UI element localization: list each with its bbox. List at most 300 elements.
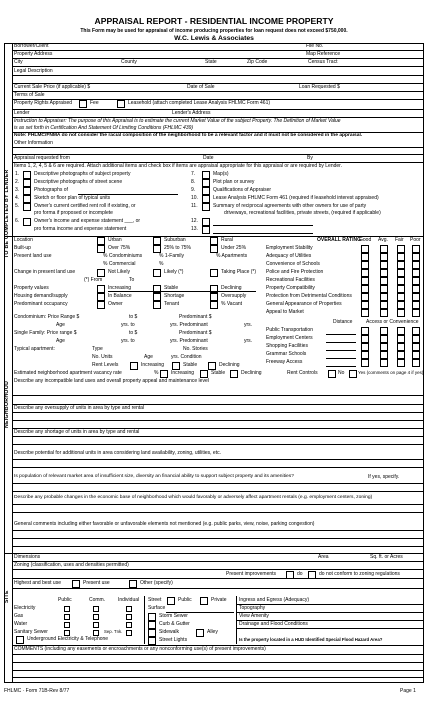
distance-item-label: Grammar Schools (266, 351, 307, 357)
neighborhood-option-label: % Commercial (103, 261, 136, 267)
sf-yrs-label: yrs. (244, 338, 253, 344)
side-label-neighborhood: NEIGHBORHOOD (4, 380, 10, 428)
rent-declining-checkbox[interactable] (208, 362, 216, 370)
legal-description-label: Legal Description (14, 68, 53, 74)
neighborhood-option-label: Declining (221, 285, 242, 291)
item-7-checkbox[interactable] (202, 171, 210, 179)
item-9-checkbox[interactable] (202, 187, 210, 195)
item-3-label: Photographs of (34, 187, 68, 193)
item-8-label: Plot plan or survey (213, 179, 255, 185)
rating-checkbox[interactable] (380, 293, 388, 301)
access-checkbox[interactable] (380, 335, 388, 343)
apartment-type-label: Type (92, 346, 103, 352)
site-condition-label: Topography (239, 605, 266, 611)
map-reference-label: Map Reference (306, 51, 341, 57)
col-individual: Individual (118, 597, 140, 603)
rating-checkbox[interactable] (397, 253, 405, 261)
item-9-label: Qualifications of Appraiser (213, 187, 272, 193)
rating-checkbox[interactable] (380, 245, 388, 253)
rating-checkbox[interactable] (397, 245, 405, 253)
rating-col-header: Good (359, 237, 372, 243)
distance-line (326, 366, 356, 367)
from-to-line (108, 291, 256, 292)
utility-checkbox[interactable] (64, 622, 70, 628)
street-label: Street (148, 597, 162, 603)
neighborhood-option-label: Under 25% (221, 245, 247, 251)
item-number: 1. (15, 171, 20, 177)
instruction-line-2: is as set forth in Certification And Statement Of Limiting Conditions (FHLMC 439) (14, 125, 194, 131)
item-number: 9. (191, 187, 196, 193)
file-no-label: File No. (306, 43, 324, 49)
other-use-checkbox[interactable] (129, 580, 137, 588)
rating-checkbox[interactable] (397, 293, 405, 301)
storm-sewer-label: Storm Sewer (159, 613, 188, 619)
sf-predominant-label: Predominant $ (179, 330, 212, 336)
neighborhood-option-label: Owner (108, 301, 123, 307)
no-stories-label: No. Stories (183, 346, 208, 352)
access-checkbox[interactable] (361, 343, 369, 351)
access-checkbox[interactable] (397, 327, 405, 335)
utility-checkbox[interactable] (93, 622, 99, 628)
neighborhood-option-checkbox[interactable] (153, 301, 161, 309)
items-required-note: Items 1, 2, 4, 5 & 6 are required. Attach additional items and check box if items are appraisal appropriate for this appraisal or are required by Lender. (14, 163, 342, 169)
neighborhood-option-label: Taking Place (*) (221, 269, 257, 275)
neighborhood-option-checkbox[interactable] (210, 301, 218, 309)
item-3-checkbox[interactable] (23, 187, 31, 195)
item-number: 8. (191, 179, 196, 185)
access-checkbox[interactable] (361, 327, 369, 335)
item-11-sub-label: driveways, recreational facilities, private streets, (required if applicable) (224, 210, 381, 216)
neighborhood-option-checkbox[interactable] (97, 301, 105, 309)
fee-label: Fee (90, 100, 99, 106)
city-label: City (14, 59, 23, 65)
site-condition-label: Drainage and Flood Conditions (239, 621, 308, 627)
rating-checkbox[interactable] (412, 293, 420, 301)
street-public-checkbox[interactable] (167, 597, 175, 605)
rent-levels-label: Rent Levels (92, 362, 119, 368)
item-6-checkbox[interactable] (23, 218, 31, 226)
neighborhood-option-checkbox[interactable] (210, 269, 218, 277)
rating-checkbox[interactable] (361, 253, 369, 261)
neighborhood-option-label: Rural (221, 237, 233, 243)
present-use-checkbox[interactable] (72, 580, 80, 588)
item-10-checkbox[interactable] (202, 195, 210, 203)
sidewalk-label: Sidewalk (159, 629, 180, 635)
access-checkbox[interactable] (412, 343, 420, 351)
access-col-header: Access or Convenience (366, 319, 419, 325)
storm-sewer-checkbox[interactable] (148, 613, 156, 621)
potential-units-question: Describe potential for additional units in area considering land availability, zoning, utilities, etc. (14, 450, 221, 456)
condo-age-label: Age (56, 322, 65, 328)
item-number: 3. (15, 187, 20, 193)
rent-stable-checkbox[interactable] (172, 362, 180, 370)
utility-label: Gas (14, 613, 24, 619)
county-label: County (121, 59, 137, 65)
neighborhood-row-label: Change in present land use (14, 269, 76, 275)
access-checkbox[interactable] (397, 343, 405, 351)
land-use-change-from-to: (*) From (84, 277, 103, 283)
item-number: 5. (15, 203, 20, 209)
utility-checkbox[interactable] (126, 606, 132, 612)
item-12-checkbox[interactable] (202, 218, 210, 226)
census-tract-label: Census Tract (308, 59, 338, 65)
hud-flood-question: Is the property located in a HUD Identified Special Flood Hazard Area? (239, 637, 383, 642)
economic-changes-question: Describe any probable changes in the economic base of neighborhood which would favorably or adversely affect apartment rentals (e.g. employment centers, zoning) (14, 495, 373, 500)
utility-checkbox[interactable] (126, 622, 132, 628)
neighborhood-option-label: Shortage (164, 293, 185, 299)
vacancy-increasing-checkbox[interactable] (160, 370, 168, 378)
vacancy-stable-checkbox[interactable] (200, 370, 208, 378)
access-checkbox[interactable] (412, 335, 420, 343)
rating-checkbox[interactable] (361, 301, 369, 309)
item-2-checkbox[interactable] (23, 179, 31, 187)
item-number: 12. (191, 218, 198, 224)
site-condition-label: View Amenity (239, 613, 269, 619)
item-8-checkbox[interactable] (202, 179, 210, 187)
rating-checkbox[interactable] (361, 285, 369, 293)
rating-checkbox[interactable] (412, 277, 420, 285)
overall-rating-title: OVERALL RATING (317, 237, 361, 243)
neighborhood-option-label: Over 75% (108, 245, 131, 251)
land-use-change-from-to: To (129, 277, 135, 283)
condo-age-to-label: yrs. to (121, 322, 135, 328)
neighborhood-row-label: Built-up (14, 245, 31, 251)
company-name: W.C. Lewis & Associates (174, 35, 254, 42)
side-column-divider (12, 43, 13, 683)
neighborhood-option-checkbox[interactable] (210, 237, 218, 245)
alley-label: Alley (207, 629, 218, 635)
item-number: 11. (191, 203, 198, 209)
neighborhood-option-label: Not Likely (108, 269, 130, 275)
street-private-checkbox[interactable] (200, 597, 208, 605)
dimensions-label: Dimensions (14, 554, 41, 560)
present-use-label: Present use (83, 580, 110, 586)
rent-controls-yes-checkbox[interactable] (349, 370, 357, 378)
sale-price-label: Current Sale Price (if applicable) $ (14, 84, 91, 90)
utility-checkbox[interactable] (93, 614, 99, 620)
general-comments-question: General comments including either favorable or unfavorable elements not mentioned (e.g. public parks, view, noise, parking congestion) (14, 521, 315, 527)
sidewalk-checkbox[interactable] (148, 629, 156, 637)
rating-checkbox[interactable] (397, 309, 405, 317)
neighborhood-option-label: Suburban (164, 237, 186, 243)
rating-checkbox[interactable] (412, 309, 420, 317)
alley-checkbox[interactable] (196, 629, 204, 637)
item-10-label: Lease Analysis FHLMC Form 461 (required if leasehold interest appraised) (213, 195, 379, 201)
neighborhood-option-label: % (159, 261, 164, 267)
item-number: 6. (15, 218, 20, 224)
item-11-checkbox[interactable] (202, 203, 210, 211)
rating-checkbox[interactable] (412, 261, 420, 269)
rating-checkbox[interactable] (397, 261, 405, 269)
site-condition-label: Ingress and Egress (Adequacy) (239, 597, 310, 603)
apartment-age-label: Age (144, 354, 153, 360)
side-label-lender: TO BE COMPLETED BY LENDER (4, 169, 10, 258)
access-checkbox[interactable] (412, 359, 420, 367)
item-number: 4. (15, 195, 20, 201)
loan-requested-label: Loan Requested $ (299, 84, 340, 90)
page-number: Page 1 (400, 688, 416, 694)
rating-col-header: Poor (410, 237, 421, 243)
neighborhood-option-checkbox[interactable] (97, 285, 105, 293)
underground-label: Underground Electricity & Telephone (27, 636, 109, 642)
access-checkbox[interactable] (380, 343, 388, 351)
site-comments-label: COMMENTS (including any easements or encroachments or any nonconforming use(s) of present improvements) (14, 646, 266, 652)
rating-checkbox[interactable] (380, 253, 388, 261)
item-number: 7. (191, 171, 196, 177)
distance-line (326, 342, 356, 343)
neighborhood-option-checkbox[interactable] (210, 293, 218, 301)
typical-apartment-label: Typical apartment: (14, 346, 55, 352)
leasehold-label: Leasehold (attach completed Lease Analysis FHLMC Form 461) (128, 100, 271, 106)
rating-checkbox[interactable] (380, 285, 388, 293)
street-private-label: Private (211, 597, 227, 603)
fee-checkbox[interactable] (79, 100, 87, 108)
racial-composition-note: Note: FHLMC/FNMA do not consider the racial composition of the neighborhood to be a relevant factor and it must not be considered in the appraisal. (14, 133, 363, 138)
rating-checkbox[interactable] (412, 253, 420, 261)
neighborhood-option-checkbox[interactable] (153, 245, 161, 253)
rent-increasing-label: Increasing (141, 362, 165, 368)
appraisal-by-label: By (307, 155, 313, 161)
access-checkbox[interactable] (397, 359, 405, 367)
vacancy-declining-checkbox[interactable] (230, 370, 238, 378)
item-5-label: Owner's current certified rent roll if existing, or (34, 203, 136, 209)
rating-checkbox[interactable] (380, 261, 388, 269)
item-2-label: Descriptive photographs of street scene (34, 179, 123, 185)
neighborhood-option-checkbox[interactable] (97, 245, 105, 253)
do-not-conform-label: do not conform to zoning regulations (319, 571, 400, 577)
rating-item-label: Property Compatibility (266, 285, 315, 291)
rating-checkbox[interactable] (361, 309, 369, 317)
zip-label: Zip Code (247, 59, 268, 65)
neighborhood-row-label: Predominant occupancy (14, 301, 68, 307)
col-comm: Comm. (89, 597, 106, 603)
neighborhood-option-label: 25% to 75% (164, 245, 191, 251)
street-lights-checkbox[interactable] (148, 637, 156, 645)
col-public: Public (58, 597, 72, 603)
neighborhood-option-label: % Vacant (221, 301, 243, 307)
rent-controls-label: Rent Controls (287, 370, 318, 376)
rating-checkbox[interactable] (361, 277, 369, 285)
street-public-label: Public (178, 597, 192, 603)
access-checkbox[interactable] (361, 335, 369, 343)
item-number: 2. (15, 179, 20, 185)
insufficient-market-question: Is population of relevant market area of insufficient size, diversity an financial ability to support subject property and its amenities? (14, 474, 294, 479)
surface-label: Surface (148, 605, 166, 611)
other-information-label: Other Information (14, 140, 53, 146)
distance-line (326, 358, 356, 359)
single-family-price-label: Single Family: Price range $ (14, 330, 77, 336)
neighborhood-option-label: Tenant (164, 301, 180, 307)
access-checkbox[interactable] (397, 335, 405, 343)
item-5-sub-label: pro forma if proposed or incomplete (34, 210, 113, 216)
lender-label: Lender (14, 110, 30, 116)
curb-gutter-label: Curb & Gutter (159, 621, 190, 627)
rating-checkbox[interactable] (412, 245, 420, 253)
rent-controls-no-label: No (338, 370, 345, 376)
neighborhood-option-label: Urban (108, 237, 122, 243)
item-number: 13. (191, 226, 198, 232)
neighborhood-option-checkbox[interactable] (97, 269, 105, 277)
rent-stable-label: Stable (183, 362, 198, 368)
neighborhood-option-checkbox[interactable] (153, 269, 161, 277)
item-13-checkbox[interactable] (202, 226, 210, 234)
distance-col-header: Distance (333, 319, 353, 325)
rating-checkbox[interactable] (397, 301, 405, 309)
rent-controls-yes-label: Yes (comments on page 4 if yes) (358, 370, 424, 375)
form-subtitle: This Form may be used for appraisal of income producing properties for loan request does not exceed $750,000. (80, 28, 348, 34)
rating-checkbox[interactable] (380, 269, 388, 277)
utility-checkbox[interactable] (93, 606, 99, 612)
item-6-sub-label: pro forma income and expense statement (34, 226, 127, 232)
other-use-label: Other (specify) (140, 580, 173, 586)
access-checkbox[interactable] (412, 327, 420, 335)
item-1-checkbox[interactable] (23, 171, 31, 179)
utility-checkbox[interactable] (64, 614, 70, 620)
incompatible-uses-question: Describe any incompatible land uses and overall property appeal and maintenance level (14, 378, 209, 384)
item-6-label: Owner's income and expense statement ___, or (34, 218, 141, 224)
item-4-label: Sketch or floor plan of typical units (34, 195, 111, 201)
distance-item-label: Shopping Facilities (266, 343, 308, 349)
access-checkbox[interactable] (380, 351, 388, 359)
vacancy-declining-label: Declining (241, 370, 262, 376)
neighborhood-option-label: Increasing (108, 285, 132, 291)
rating-checkbox[interactable] (380, 309, 388, 317)
rating-checkbox[interactable] (361, 269, 369, 277)
underground-checkbox[interactable] (16, 636, 24, 644)
neighborhood-option-label: % Condominiums (103, 253, 143, 259)
vacancy-pct-label: % (154, 370, 159, 376)
curb-gutter-checkbox[interactable] (148, 621, 156, 629)
rating-checkbox[interactable] (412, 301, 420, 309)
neighborhood-option-checkbox[interactable] (153, 293, 161, 301)
rating-col-header: Fair (395, 237, 404, 243)
neighborhood-row-label: Housing demand/supply (14, 293, 68, 299)
appraisal-date-label: Date (203, 155, 214, 161)
rights-label: Property Rights Appraised (14, 100, 73, 106)
distance-item-label: Public Transportation (266, 327, 313, 333)
sf-age-predominant-label: yrs. Predominant (170, 338, 208, 344)
condo-predominant-label: Predominant $ (179, 314, 212, 320)
sf-age-to-label: yrs. to (121, 338, 135, 344)
rating-checkbox[interactable] (380, 277, 388, 285)
sep-tank-label: Sep. Tnk. (104, 629, 123, 634)
highest-best-use-label: Highest and best use (14, 580, 61, 586)
access-checkbox[interactable] (380, 359, 388, 367)
state-label: State (205, 59, 217, 65)
rating-checkbox[interactable] (412, 285, 420, 293)
access-checkbox[interactable] (412, 351, 420, 359)
rating-col-header: Avg. (378, 237, 388, 243)
access-checkbox[interactable] (361, 351, 369, 359)
no-units-label: No. Units (92, 354, 113, 360)
neighborhood-option-label: Stable (164, 285, 179, 291)
terms-of-sale-label: Terms of Sale (14, 92, 45, 98)
rent-controls-no-checkbox[interactable] (328, 370, 336, 378)
rating-checkbox[interactable] (397, 269, 405, 277)
property-address-label: Property Address (14, 51, 53, 57)
utility-label: Water (14, 621, 28, 627)
access-checkbox[interactable] (397, 351, 405, 359)
sf-to-label: to $ (129, 330, 138, 336)
side-label-site: SITE (4, 590, 10, 603)
rating-checkbox[interactable] (361, 261, 369, 269)
rating-checkbox[interactable] (361, 293, 369, 301)
lenders-address-label: Lender's Address (172, 110, 211, 116)
neighborhood-row-label: Property values (14, 285, 49, 291)
instruction-line-1: Instruction to Appraiser: The purpose of this Appraisal is to estimate the current Market Value of the subject Property. The Definition of Market Value (14, 118, 341, 124)
rating-item-label: Protection from Detrimental Conditions (266, 293, 352, 299)
area-label: Area (318, 554, 329, 560)
utility-checkbox[interactable] (64, 606, 70, 612)
appraisal-requested-label: Appraisal requested from (14, 155, 70, 161)
form-number: FHLMC · Form 71B-Rev 8/77 (4, 688, 70, 694)
distance-line (326, 350, 356, 351)
rating-item-label: Recreational Facilities (266, 277, 315, 283)
access-checkbox[interactable] (361, 359, 369, 367)
street-lights-label: Street Lights (159, 637, 188, 643)
vacancy-rate-label: Estimated neighborhood apartment vacancy rate (14, 370, 122, 376)
neighborhood-row-label: Location (14, 237, 33, 243)
condo-yrs-label: yrs. (244, 322, 253, 328)
access-checkbox[interactable] (380, 327, 388, 335)
rating-item-label: Adequacy of Utilities (266, 253, 312, 259)
vacancy-stable-label: Stable (211, 370, 226, 376)
rating-checkbox[interactable] (380, 301, 388, 309)
utility-checkbox[interactable] (126, 614, 132, 620)
zoning-label: Zoning (classification, uses and densities permitted) (14, 562, 129, 568)
distance-line (326, 334, 356, 335)
rating-checkbox[interactable] (361, 245, 369, 253)
item-1-label: Descriptive photographs of subject property (34, 171, 131, 177)
neighborhood-option-label: % Apartments (216, 253, 248, 259)
rating-item-label: Police and Fire Protection (266, 269, 324, 275)
rating-checkbox[interactable] (397, 285, 405, 293)
condo-to-label: to $ (129, 314, 138, 320)
item-11-label: Summary of reciprocal agreements with other owners for use of party (213, 203, 367, 209)
neighborhood-option-checkbox[interactable] (97, 293, 105, 301)
distance-item-label: Freeway Access (266, 359, 303, 365)
utility-checkbox[interactable] (126, 630, 132, 636)
item-number: 10. (191, 195, 198, 201)
form-title: APPRAISAL REPORT - RESIDENTIAL INCOME PROPERTY (94, 16, 334, 26)
apartment-condition-label: yrs. Condition (171, 354, 202, 360)
site-condition-line (236, 628, 424, 629)
item-4-checkbox[interactable] (23, 195, 31, 203)
neighborhood-option-label: Oversupply (221, 293, 247, 299)
rent-declining-label: Declining (219, 362, 240, 368)
oversupply-question: Describe any oversupply of units in area by type and rental (14, 405, 145, 411)
sf-age-label: Age (56, 338, 65, 344)
date-of-sale-label: Date of Sale (187, 84, 215, 90)
condo-price-label: Condominium: Price Range $ (14, 314, 80, 320)
neighborhood-option-checkbox[interactable] (153, 237, 161, 245)
item-7-label: Map(s) (213, 171, 229, 177)
rent-increasing-checkbox[interactable] (130, 362, 138, 370)
rating-item-label: Appeal to Market (266, 309, 304, 315)
rating-checkbox[interactable] (397, 277, 405, 285)
leasehold-checkbox[interactable] (117, 100, 125, 108)
rating-checkbox[interactable] (412, 269, 420, 277)
do-conform-label: do (297, 571, 303, 577)
condo-age-predominant-label: yrs. Predominant (170, 322, 208, 328)
rating-item-label: Employment Stability (266, 245, 313, 251)
vacancy-increasing-label: Increasing (171, 370, 195, 376)
neighborhood-option-checkbox[interactable] (210, 245, 218, 253)
item-5-checkbox[interactable] (23, 203, 31, 211)
rating-item-label: General Appearance of Properties (266, 301, 342, 307)
neighborhood-option-checkbox[interactable] (97, 237, 105, 245)
present-improvements-label: Present improvements (226, 571, 277, 577)
